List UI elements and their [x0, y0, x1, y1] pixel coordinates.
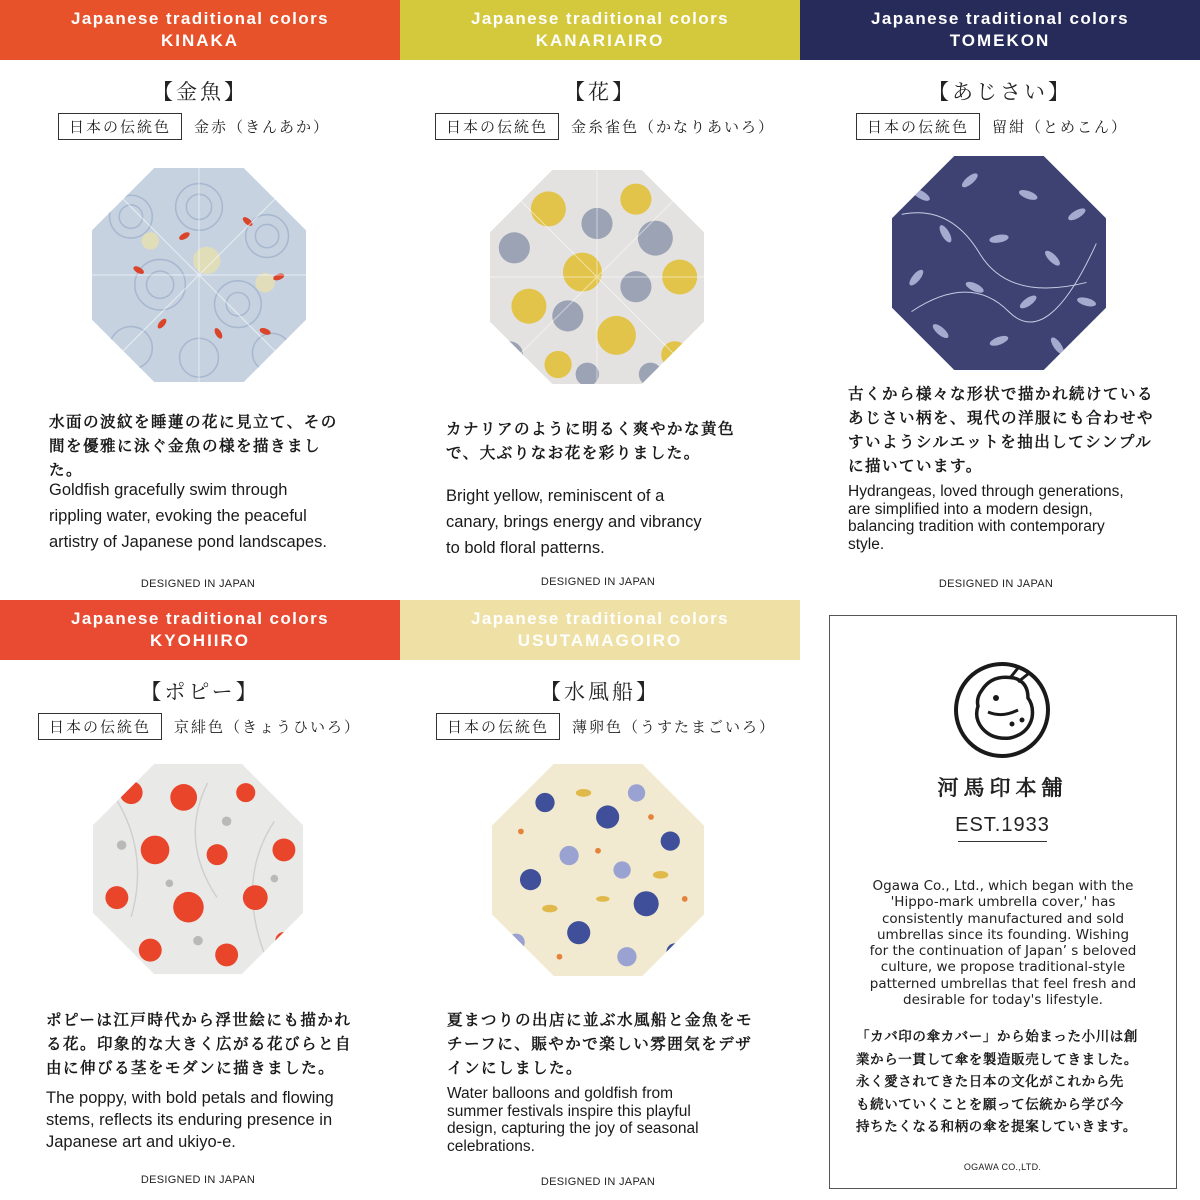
banner-subtitle: Japanese traditional colors	[471, 9, 729, 28]
umbrella-image-hydrangea	[892, 156, 1106, 370]
en-line: Bright yellow, reminiscent of a	[446, 487, 665, 505]
en-line: Japanese art and ukiyo-e.	[46, 1133, 236, 1151]
company-name-footer: OGAWA CO.,LTD.	[963, 1162, 1042, 1172]
umbrella-image-water-balloons	[492, 764, 704, 976]
traditional-color-label: 日本の伝統色	[856, 113, 980, 140]
en-line: artistry of Japanese pond landscapes.	[49, 533, 327, 551]
en-line: for the continuation of Japan’ s beloved	[869, 943, 1137, 960]
traditional-color-label: 日本の伝統色	[58, 113, 182, 140]
product-card-kanariairo	[400, 0, 800, 600]
designed-in-japan: DESIGNED IN JAPAN	[540, 576, 656, 588]
color-banner	[0, 0, 400, 60]
banner-color-name: KANARIAIRO	[535, 31, 665, 50]
en-line: 'Hippo-mark umbrella cover,' has	[890, 894, 1116, 911]
jp-line: 永く愛されてきた日本の文化がこれから先	[856, 1074, 1124, 1090]
description-english	[447, 1085, 699, 1155]
en-line: style.	[848, 535, 885, 553]
traditional-color-row	[436, 712, 776, 740]
jp-line: 間を優雅に泳ぐ金魚の様を描きまし	[49, 437, 322, 455]
en-line: Goldfish gracefully swim through	[49, 481, 288, 499]
designed-in-japan: DESIGNED IN JAPAN	[540, 1176, 656, 1188]
en-line: stems, reflects its enduring presence in	[46, 1111, 333, 1129]
jp-line: 由に伸びる茎をモダンに描きました。	[46, 1059, 336, 1077]
jp-line: あじさい柄を、現代の洋服にも合わせや	[848, 409, 1155, 427]
description-japanese	[49, 410, 338, 482]
jp-line: 水面の波紋を睡蓮の花に見立て、その	[49, 413, 338, 431]
description-japanese	[446, 417, 735, 465]
jp-line: 古くから様々な形状で描かれ続けている	[848, 385, 1155, 403]
en-line: umbrellas since its founding. Wishing	[876, 926, 1130, 943]
en-line: Ogawa Co., Ltd., which began with the	[872, 878, 1134, 894]
banner-color-name: USUTAMAGOIRO	[517, 631, 683, 650]
jp-line: ポピーは江戸時代から浮世絵にも描かれ	[46, 1011, 352, 1029]
product-card-tomekon	[800, 0, 1200, 600]
traditional-color-row	[38, 712, 361, 740]
traditional-color-row	[856, 112, 1128, 140]
motif-title: 【あじさい】	[928, 80, 1072, 104]
banner-subtitle: Japanese traditional colors	[71, 609, 329, 628]
jp-line: 持ちたくなる和柄の傘を提案していきます。	[856, 1119, 1137, 1135]
jp-line: も続いていくことを願って伝統から学び今	[856, 1096, 1124, 1113]
brand-description-japanese	[856, 1026, 1152, 1139]
jp-line: た。	[49, 461, 84, 479]
product-card-usutamagoiro	[400, 600, 800, 1200]
en-line: The poppy, with bold petals and flowing	[46, 1089, 334, 1107]
banner-subtitle: Japanese traditional colors	[471, 609, 729, 628]
traditional-color-name: 薄卵色（うすたまごいろ）	[572, 717, 777, 736]
banner-subtitle: Japanese traditional colors	[871, 9, 1129, 28]
designed-in-japan: DESIGNED IN JAPAN	[140, 1174, 256, 1186]
divider	[958, 841, 1047, 842]
jp-line: すいようシルエットを抽出してシンプル	[848, 433, 1153, 451]
en-line: desirable for today's lifestyle.	[903, 992, 1103, 1009]
en-line: Hydrangeas, loved through generations,	[848, 483, 1124, 500]
description-english	[848, 483, 1124, 553]
jp-line: 「カバ印の傘カバー」から始まった小川は創	[856, 1029, 1138, 1045]
banner-subtitle: Japanese traditional colors	[71, 9, 329, 28]
umbrella-image-poppy	[93, 764, 303, 974]
motif-title: 【花】	[564, 80, 636, 104]
en-line: celebrations.	[447, 1137, 535, 1155]
description-japanese	[447, 1008, 753, 1080]
established-year: EST.1933	[955, 814, 1050, 836]
traditional-color-label: 日本の伝統色	[435, 113, 559, 140]
motif-title: 【金魚】	[152, 80, 248, 104]
color-banner	[400, 0, 800, 60]
traditional-color-name: 金糸雀色（かなりあいろ）	[571, 117, 776, 136]
traditional-color-name: 留紺（とめこん）	[992, 117, 1129, 136]
product-card-kinaka	[0, 0, 400, 600]
banner-color-name: KINAKA	[160, 31, 240, 50]
traditional-color-name: 金赤（きんあか）	[194, 117, 331, 136]
motif-title: 【水風船】	[540, 680, 660, 704]
motif-title: 【ポピー】	[140, 680, 260, 704]
banner-color-name: TOMEKON	[949, 31, 1051, 50]
description-english	[46, 1087, 334, 1153]
en-line: culture, we propose traditional-style	[880, 959, 1126, 976]
en-line: canary, brings energy and vibrancy	[446, 513, 702, 531]
description-japanese	[46, 1008, 352, 1080]
designed-in-japan: DESIGNED IN JAPAN	[938, 578, 1054, 590]
en-line: balancing tradition with contemporary	[848, 518, 1105, 535]
description-english	[446, 483, 702, 561]
color-banner	[400, 600, 800, 660]
jp-line: カナリアのように明るく爽やかな黄色	[446, 420, 736, 438]
jp-line: る花。印象的な大きく広がる花びらと自	[46, 1035, 353, 1053]
product-card-kyohiiro	[0, 600, 400, 1200]
traditional-color-row	[58, 112, 330, 140]
en-line: rippling water, evoking the peaceful	[49, 507, 307, 525]
en-line: to bold floral patterns.	[446, 539, 605, 557]
brand-description-english	[846, 878, 1160, 1008]
en-line: patterned umbrellas that feel fresh and	[869, 975, 1137, 992]
color-banner	[800, 0, 1200, 60]
traditional-color-row	[435, 112, 775, 140]
banner-color-name: KYOHIIRO	[149, 631, 251, 650]
umbrella-image-goldfish	[92, 168, 306, 382]
jp-line: チーフに、賑やかで楽しい雰囲気をデザ	[447, 1035, 753, 1053]
jp-line: インにしました。	[447, 1059, 584, 1077]
jp-line: で、大ぶりなお花を彩りました。	[446, 444, 701, 462]
traditional-color-label: 日本の伝統色	[436, 713, 560, 740]
designed-in-japan: DESIGNED IN JAPAN	[140, 578, 256, 590]
jp-line: 夏まつりの出店に並ぶ水風船と金魚をモ	[447, 1011, 754, 1029]
traditional-color-name: 京緋色（きょうひいろ）	[174, 717, 362, 736]
en-line: are simplified into a modern design,	[848, 500, 1093, 518]
brand-card	[829, 615, 1177, 1189]
description-english	[49, 477, 327, 555]
hippo-logo-icon	[952, 660, 1052, 760]
jp-line: に描いています。	[848, 457, 983, 475]
umbrella-image-flowers	[490, 170, 704, 384]
en-line: summer festivals inspire this playful	[447, 1102, 691, 1120]
en-line: design, capturing the joy of seasonal	[447, 1120, 699, 1137]
color-banner	[0, 600, 400, 660]
traditional-color-label: 日本の伝統色	[38, 713, 162, 740]
description-japanese	[848, 382, 1154, 478]
en-line: consistently manufactured and sold	[881, 910, 1125, 927]
jp-line: 業から一貫して傘を製造販売してきました。	[856, 1051, 1138, 1068]
en-line: Water balloons and goldfish from	[447, 1085, 674, 1102]
brand-name: 河馬印本舗	[937, 775, 1068, 800]
